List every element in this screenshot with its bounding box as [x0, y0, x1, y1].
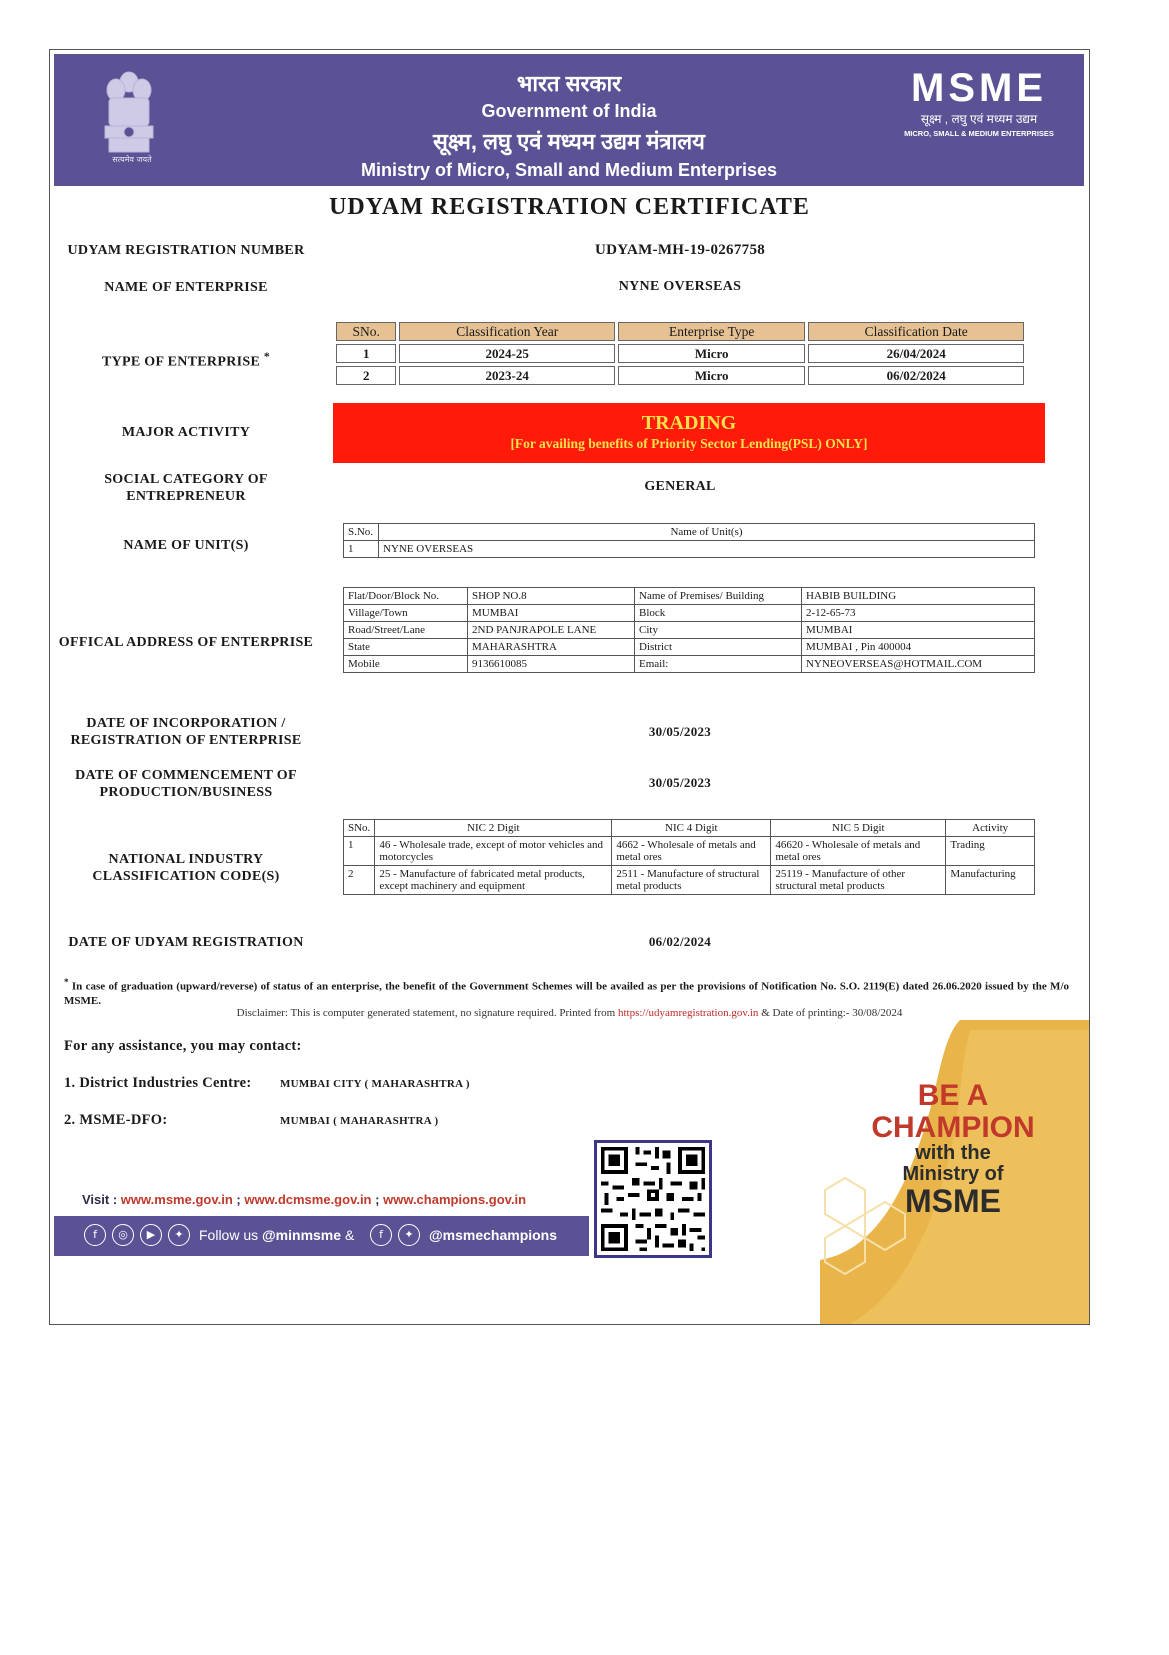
- facebook-icon[interactable]: f: [84, 1224, 106, 1246]
- address-row: [344, 605, 1035, 622]
- nic-header: Activity: [946, 820, 1035, 837]
- dic-value: MUMBAI CITY ( MAHARASHTRA ): [280, 1078, 470, 1090]
- classification-header-row: [336, 322, 1024, 341]
- address-value: MUMBAI , Pin 400004: [802, 639, 1035, 656]
- address-key: Mobile: [344, 656, 468, 673]
- visit-separator: ;: [375, 1192, 380, 1207]
- dcmsme-link[interactable]: www.dcmsme.gov.in: [244, 1192, 372, 1207]
- classification-cell: 2: [336, 366, 396, 385]
- handle-minmsme[interactable]: @minmsme: [262, 1227, 342, 1243]
- units-label: NAME OF UNIT(S): [123, 538, 249, 553]
- nic-header: NIC 5 Digit: [771, 820, 946, 837]
- classification-cell: Micro: [618, 366, 805, 385]
- classification-table: [333, 319, 1027, 388]
- nic-header: NIC 4 Digit: [612, 820, 771, 837]
- classification-cell: 1: [336, 344, 396, 363]
- units-header: Name of Unit(s): [379, 524, 1035, 541]
- nic-label-line1: NATIONAL INDUSTRY: [108, 852, 264, 867]
- commencement-label-line1: DATE OF COMMENCEMENT OF: [75, 768, 297, 783]
- nic-header: SNo.: [344, 820, 375, 837]
- msme-logo-subtitle: MICRO, SMALL & MEDIUM ENTERPRISES: [904, 129, 1054, 138]
- facebook-icon[interactable]: f: [370, 1224, 392, 1246]
- nic-row: [344, 837, 1035, 866]
- address-key: Village/Town: [344, 605, 468, 622]
- nic-cell: 25119 - Manufacture of other structural metal products: [771, 866, 946, 895]
- incorporation-value: 30/05/2023: [648, 724, 712, 739]
- address-key: Email:: [635, 656, 802, 673]
- enterprise-type-label-text: TYPE OF ENTERPRISE: [101, 354, 261, 370]
- youtube-icon[interactable]: ▶: [140, 1224, 162, 1246]
- footnote: * In case of graduation (upward/reverse) of status of an enterprise, the benefit of the Government Schemes will be availed as per the provisions of Notification No. S.O. 2119(E) dated 26.06.2020 issued by the M/o MSME.: [64, 977, 1069, 1007]
- english-ministry-title: Ministry of Micro, Small and Medium Enterprises: [360, 160, 778, 180]
- commencement-label-line2: PRODUCTION/BUSINESS: [99, 785, 273, 800]
- address-value: MUMBAI: [468, 605, 635, 622]
- units-header: S.No.: [344, 524, 379, 541]
- registration-number-value: UDYAM-MH-19-0267758: [594, 242, 766, 258]
- nic-cell: 2: [344, 866, 375, 895]
- commencement-label: [54, 767, 318, 801]
- address-value: 2-12-65-73: [802, 605, 1035, 622]
- follow-text: [199, 1227, 354, 1243]
- dfo-value: MUMBAI ( MAHARASHTRA ): [280, 1115, 439, 1127]
- nic-cell: 1: [344, 837, 375, 866]
- address-row: [344, 639, 1035, 656]
- social-category-value: GENERAL: [644, 479, 716, 494]
- disclaimer-date: & Date of printing:- 30/08/2024: [761, 1007, 903, 1019]
- major-activity-value: TRADING: [641, 412, 737, 434]
- nic-cell: 46 - Wholesale trade, except of motor vehicles and motorcycles: [375, 837, 612, 866]
- emblem-caption: सत्यमेव जयते: [112, 155, 152, 164]
- social-category-label: [54, 471, 318, 505]
- nic-row: [344, 866, 1035, 895]
- handle-msmechampions-wrap: [429, 1227, 557, 1243]
- address-row: [344, 622, 1035, 639]
- enterprise-name-label: NAME OF ENTERPRISE: [104, 280, 268, 295]
- handle-msmechampions[interactable]: @msmechampions: [429, 1227, 558, 1243]
- major-activity-label: MAJOR ACTIVITY: [121, 425, 251, 440]
- incorporation-label-line1: DATE OF INCORPORATION /: [86, 716, 286, 731]
- qr-code-icon: [594, 1140, 712, 1258]
- nic-label: [54, 851, 318, 885]
- address-value: NYNEOVERSEAS@HOTMAIL.COM: [802, 656, 1035, 673]
- hindi-govt-title: भारत सरकार: [516, 71, 622, 96]
- nic-cell: Trading: [946, 837, 1035, 866]
- classification-cell: 06/02/2024: [808, 366, 1024, 385]
- classification-cell: 26/04/2024: [808, 344, 1024, 363]
- footnote-text: In case of graduation (upward/reverse) of status of an enterprise, the benefit of the Government Schemes will be availed as per the provisions of Notification No. S.O. 2119(E) dated 26.06.2020 issued by the M/o MSME.: [64, 980, 1069, 1007]
- classification-header: Classification Year: [399, 322, 615, 341]
- header-banner: [54, 54, 1084, 186]
- certificate-title: UDYAM REGISTRATION CERTIFICATE: [329, 194, 810, 220]
- units-row: [344, 541, 1035, 558]
- classification-row: [336, 366, 1024, 385]
- classification-row: [336, 344, 1024, 363]
- visit-separator: ;: [236, 1192, 241, 1207]
- nic-cell: 2511 - Manufacture of structural metal products: [612, 866, 771, 895]
- address-key: Flat/Door/Block No.: [344, 588, 468, 605]
- instagram-icon[interactable]: ◎: [112, 1224, 134, 1246]
- visit-prefix: Visit :: [82, 1192, 118, 1207]
- enterprise-type-label: [54, 348, 318, 371]
- nic-header: NIC 2 Digit: [375, 820, 612, 837]
- champion-text: [833, 1080, 1073, 1219]
- commencement-value: 30/05/2023: [648, 775, 712, 790]
- champions-link[interactable]: www.champions.gov.in: [383, 1192, 527, 1207]
- address-value: MAHARASHTRA: [468, 639, 635, 656]
- assistance-heading: For any assistance, you may contact:: [64, 1038, 302, 1054]
- nic-cell: 46620 - Wholesale of metals and metal ores: [771, 837, 946, 866]
- msme-logo-hindi: सूक्ष्म , लघु एवं मध्यम उद्यम: [920, 112, 1038, 126]
- msme-link[interactable]: www.msme.gov.in: [120, 1192, 233, 1207]
- major-activity-box: [333, 403, 1045, 463]
- twitter-icon[interactable]: ✦: [398, 1224, 420, 1246]
- nic-cell: 4662 - Wholesale of metals and metal ores: [612, 837, 771, 866]
- address-key: Road/Street/Lane: [344, 622, 468, 639]
- incorporation-label-line2: REGISTRATION OF ENTERPRISE: [70, 733, 302, 748]
- dic-label: 1. District Industries Centre:: [64, 1075, 252, 1091]
- english-govt-title: Government of India: [481, 101, 657, 121]
- classification-cell: Micro: [618, 344, 805, 363]
- follow-amp: &: [344, 1227, 355, 1243]
- address-value: 2ND PANJRAPOLE LANE: [468, 622, 635, 639]
- address-key: Name of Premises/ Building: [635, 588, 802, 605]
- disclaimer-text: Disclaimer: This is computer generated statement, no signature required. Printed from: [236, 1007, 616, 1019]
- nic-table: [343, 819, 1035, 895]
- address-key: Block: [635, 605, 802, 622]
- units-table: [343, 523, 1035, 558]
- units-cell: 1: [344, 541, 379, 558]
- classification-cell: 2023-24: [399, 366, 615, 385]
- visit-links: [82, 1192, 526, 1207]
- nic-cell: Manufacturing: [946, 866, 1035, 895]
- social-category-label-line2: ENTREPRENEUR: [126, 489, 246, 504]
- follow-label: Follow us: [199, 1227, 259, 1243]
- major-activity-note: [For availing benefits of Priority Sector Lending(PSL) ONLY]: [510, 436, 868, 451]
- address-value: 9136610085: [468, 656, 635, 673]
- enterprise-name-value: NYNE OVERSEAS: [618, 279, 742, 294]
- social-footer: [54, 1216, 589, 1256]
- udyam-date-label: DATE OF UDYAM REGISTRATION: [68, 935, 304, 950]
- registration-number-label: UDYAM REGISTRATION NUMBER: [67, 243, 305, 258]
- classification-header: SNo.: [336, 322, 396, 341]
- champion-line3: with the: [915, 1142, 991, 1164]
- social-category-label-line1: SOCIAL CATEGORY OF: [104, 472, 268, 487]
- champion-line1: BE A: [917, 1079, 989, 1112]
- classification-cell: 2024-25: [399, 344, 615, 363]
- address-row: [344, 588, 1035, 605]
- incorporation-label: [54, 715, 318, 749]
- address-key: State: [344, 639, 468, 656]
- hindi-ministry-title: सूक्ष्म, लघु एवं मध्यम उद्यम मंत्रालय: [433, 129, 705, 154]
- nic-label-line2: CLASSIFICATION CODE(S): [92, 869, 280, 884]
- address-key: District: [635, 639, 802, 656]
- nic-header-row: [344, 820, 1035, 837]
- champion-line2: CHAMPION: [871, 1110, 1035, 1144]
- nic-cell: 25 - Manufacture of fabricated metal products, except machinery and equipment: [375, 866, 612, 895]
- units-cell: NYNE OVERSEAS: [379, 541, 1035, 558]
- udyam-date-value: 06/02/2024: [648, 934, 712, 949]
- address-value: SHOP NO.8: [468, 588, 635, 605]
- address-value: HABIB BUILDING: [802, 588, 1035, 605]
- address-key: City: [635, 622, 802, 639]
- address-value: MUMBAI: [802, 622, 1035, 639]
- msme-logo-text: MSME: [911, 66, 1047, 110]
- address-row: [344, 656, 1035, 673]
- enterprise-type-asterisk: *: [263, 350, 271, 363]
- msme-logo: [899, 68, 1059, 138]
- disclaimer: [50, 1007, 1089, 1019]
- address-label: OFFICAL ADDRESS OF ENTERPRISE: [58, 635, 314, 650]
- dfo-label: 2. MSME-DFO:: [64, 1112, 168, 1128]
- classification-header: Classification Date: [808, 322, 1024, 341]
- certificate: [49, 49, 1090, 1325]
- champion-line5: MSME: [905, 1183, 1001, 1219]
- address-table: [343, 587, 1035, 673]
- units-header-row: [344, 524, 1035, 541]
- classification-header: Enterprise Type: [618, 322, 805, 341]
- champion-line4: Ministry of: [902, 1163, 1004, 1185]
- disclaimer-link[interactable]: https://udyamregistration.gov.in: [617, 1007, 759, 1019]
- twitter-icon[interactable]: ✦: [168, 1224, 190, 1246]
